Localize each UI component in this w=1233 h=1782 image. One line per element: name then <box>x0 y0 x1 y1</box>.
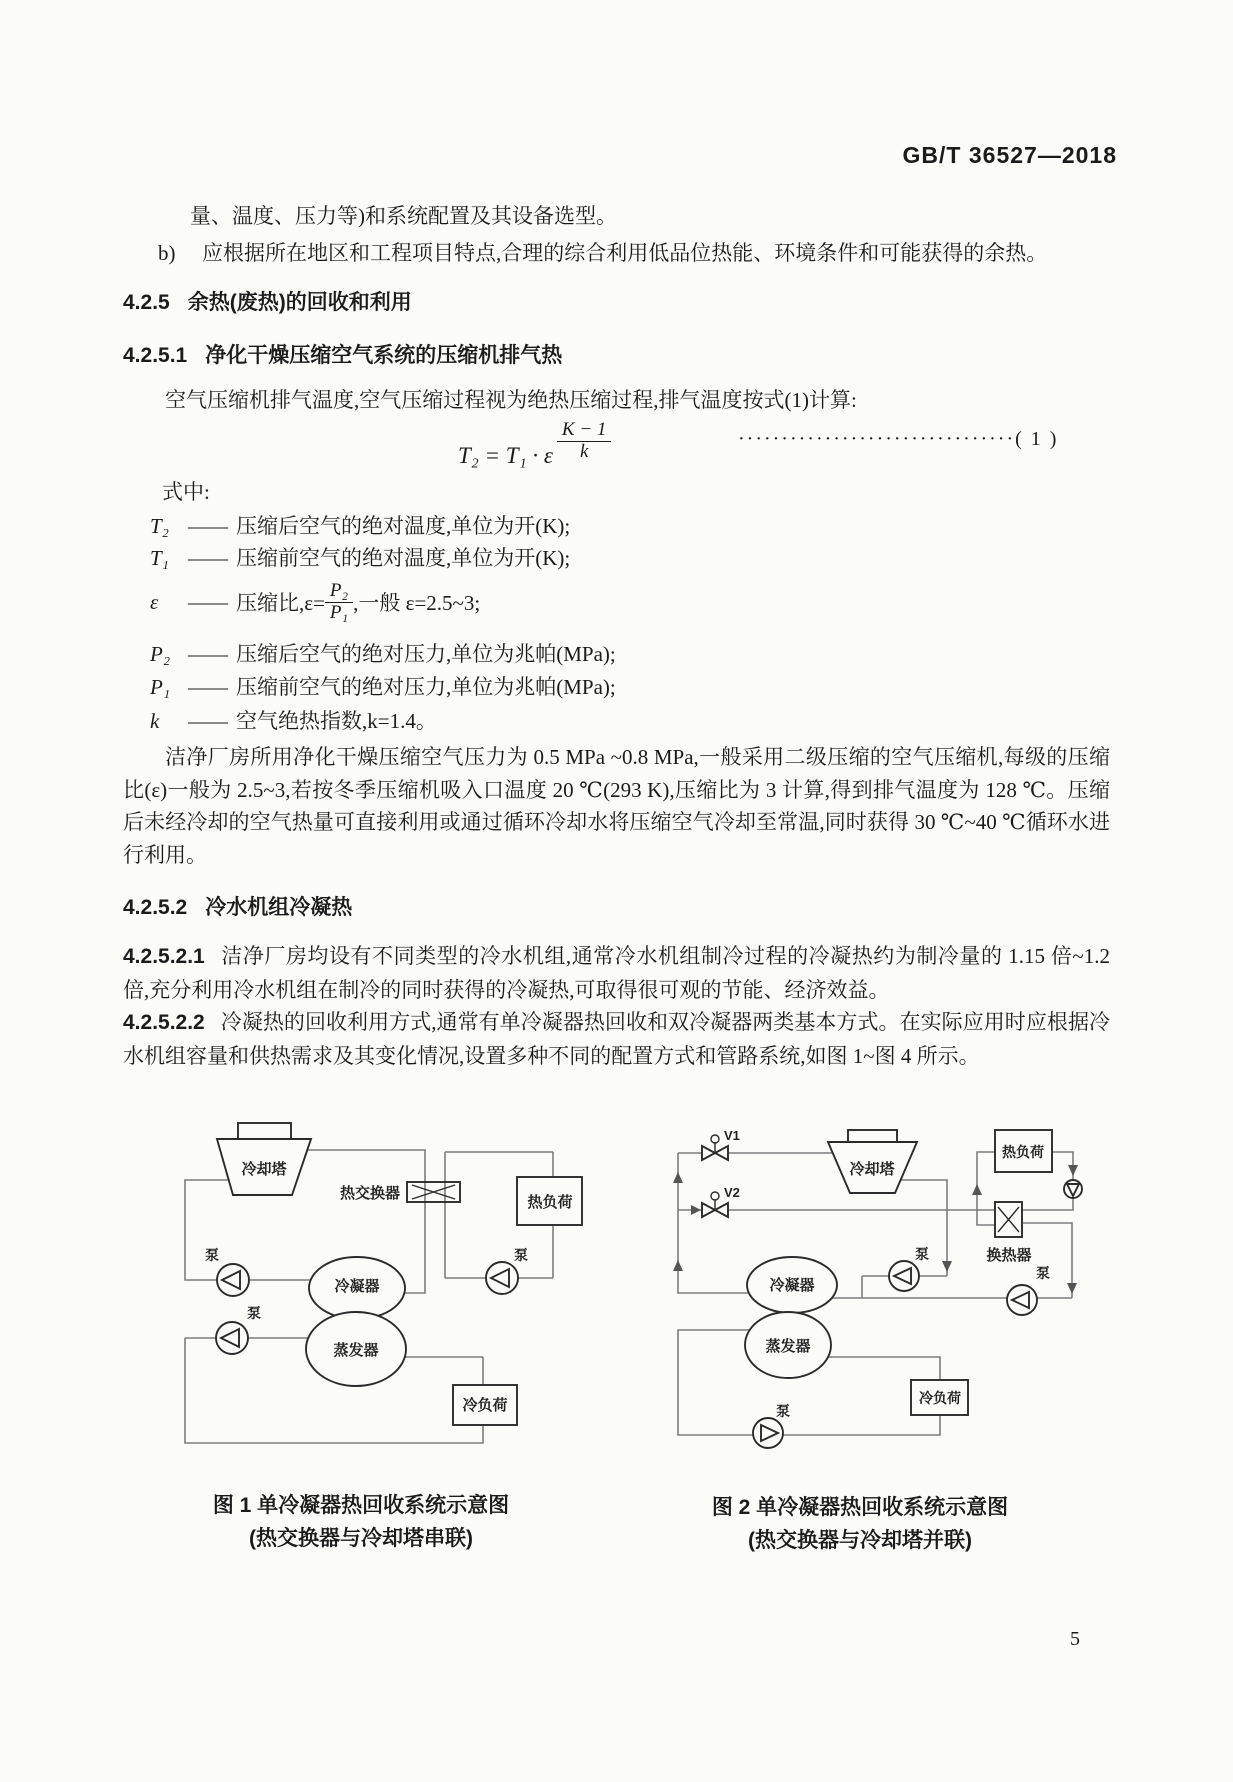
definition-text-pre: 压缩比,ε= <box>236 591 325 615</box>
condenser-label: 冷凝器 <box>334 1278 380 1295</box>
definition-dash: —— <box>188 642 226 666</box>
heat-load-box <box>995 1130 1052 1172</box>
definition-dash: —— <box>188 546 226 570</box>
figure2-caption-subtitle: (热交换器与冷却塔并联) <box>748 1529 972 1552</box>
evaporator-label: 蒸发器 <box>333 1342 379 1359</box>
page-header: GB/T 36527—2018 <box>902 142 1117 168</box>
pump-label: 泵 <box>915 1246 929 1262</box>
definition-dash: —— <box>188 514 226 538</box>
definition-text: 压缩后空气的绝对压力,单位为兆帕(MPa); <box>236 642 616 666</box>
definition-text: 压缩后空气的绝对温度,单位为开(K); <box>236 514 571 538</box>
section-number: 4.2.5.2 <box>123 896 188 919</box>
definition-row-t1 <box>150 542 570 572</box>
section-heading-4-2-5-2 <box>123 891 352 921</box>
cold-load-box <box>453 1385 517 1425</box>
fraction-numerator: K − 1 <box>557 420 612 442</box>
pump-icon <box>889 1246 929 1291</box>
definition-text: 压缩前空气的绝对温度,单位为开(K); <box>236 546 571 570</box>
pressure-ratio-fraction <box>325 581 353 624</box>
valve-v2-label: V2 <box>724 1185 740 1200</box>
clause-text: 洁净厂房均设有不同类型的冷水机组,通常冷水机组制冷过程的冷凝热约为制冷量的 1.15 倍~1.2 倍,充分利用冷水机组在制冷的同时获得的冷凝热,可取得很可观的节能、经济效益。 <box>123 944 1110 1002</box>
clause-text: 冷凝热的回收利用方式,通常有单冷凝器热回收和双冷凝器两类基本方式。在实际应用时应根据冷水机组容量和供热需求及其变化情况,设置多种不同的配置方式和管路系统,如图 1~图 4 所示。 <box>123 1010 1110 1068</box>
symbol-p2: P₂ <box>150 642 171 666</box>
equation-dot-leader <box>738 428 1058 451</box>
section-number: 4.2.5 <box>123 291 170 314</box>
cooling-tower-label: 冷却塔 <box>241 1161 287 1178</box>
cooling-tower <box>217 1123 311 1195</box>
pump-label: 泵 <box>205 1247 219 1263</box>
page-number: 5 <box>1070 1628 1080 1650</box>
list-item-b-text: 应根据所在地区和工程项目特点,合理的综合利用低品位热能、环境条件和可能获得的余热。 <box>202 241 1048 265</box>
symbol-epsilon: ε <box>150 589 159 614</box>
symbol-t1: T₁ <box>150 546 169 570</box>
cold-load-label: 冷负荷 <box>462 1397 508 1414</box>
list-item-b-marker: b) <box>158 241 176 265</box>
definition-row-k <box>150 705 437 735</box>
heat-load-box <box>517 1177 582 1225</box>
symbol-t2: T₂ <box>150 514 169 538</box>
definition-row-p1 <box>150 671 616 701</box>
equation-exponent-fraction <box>557 420 612 463</box>
equation-1 <box>458 420 611 469</box>
clause-4-2-5-2-2 <box>123 1006 1110 1072</box>
dots: ································ <box>738 428 1016 450</box>
where-label: 式中: <box>162 480 210 504</box>
heat-load-label: 热负荷 <box>1002 1144 1044 1160</box>
fraction-denominator: P₁ <box>329 601 349 623</box>
pump-label: 泵 <box>247 1305 261 1321</box>
valve-v1-label: V1 <box>724 1128 740 1143</box>
condenser-label: 冷凝器 <box>769 1277 815 1294</box>
definition-dash: —— <box>188 675 226 699</box>
figure2-diagram <box>640 1115 1110 1465</box>
equation-number: ( 1 ) <box>1015 428 1059 450</box>
formula-intro-text: 空气压缩机排气温度,空气压缩过程视为绝热压缩过程,排气温度按式(1)计算: <box>165 388 857 412</box>
pump-icon <box>205 1247 249 1296</box>
clause-number: 4.2.5.2.2 <box>123 1011 205 1034</box>
definition-dash: —— <box>188 589 226 614</box>
small-pump-icon <box>1064 1180 1082 1198</box>
figure2-caption-title: 图 2 单冷凝器热回收系统示意图 <box>711 1496 1009 1519</box>
pump-icon <box>753 1403 790 1448</box>
section-heading-4-2-5 <box>123 286 412 316</box>
heat-exchanger <box>986 1202 1031 1264</box>
evaporator-label: 蒸发器 <box>765 1338 811 1355</box>
figure1-diagram <box>150 1115 605 1465</box>
symbol-p1: P₁ <box>150 675 171 699</box>
definition-row-epsilon <box>150 577 480 627</box>
section-heading-4-2-5-1 <box>123 339 562 369</box>
figure1-caption-title: 图 1 单冷凝器热回收系统示意图 <box>212 1494 510 1517</box>
clause-number: 4.2.5.2.1 <box>123 945 205 968</box>
definition-dash: —— <box>188 709 226 733</box>
section-title: 冷水机组冷凝热 <box>205 896 353 919</box>
list-item-a-continuation: 量、温度、压力等)和系统配置及其设备选型。 <box>190 204 617 228</box>
figure1-caption-subtitle: (热交换器与冷却塔串联) <box>249 1527 473 1550</box>
clause-4-2-5-2-1 <box>123 940 1110 1006</box>
valve-v2 <box>702 1185 740 1217</box>
heat-exchanger <box>340 1182 460 1202</box>
cold-load-label: 冷负荷 <box>919 1390 961 1406</box>
fraction-numerator: P₂ <box>325 581 353 603</box>
cold-load-box <box>911 1380 968 1415</box>
cooling-tower-label: 冷却塔 <box>849 1161 895 1178</box>
heat-load-label: 热负荷 <box>527 1194 573 1211</box>
definition-row-p2 <box>150 638 616 668</box>
definition-text-post: ,一般 ε=2.5~3; <box>353 591 481 615</box>
pump-icon <box>486 1247 528 1294</box>
pump-label: 泵 <box>1036 1265 1050 1281</box>
section-title: 净化干燥压缩空气系统的压缩机排气热 <box>205 344 563 367</box>
pump-label: 泵 <box>776 1403 790 1419</box>
fraction-denominator: k <box>579 440 589 462</box>
section-number: 4.2.5.1 <box>123 344 188 367</box>
symbol-k: k <box>150 709 160 733</box>
heat-exchanger-label: 热交换器 <box>339 1185 400 1202</box>
cooling-tower <box>828 1130 917 1193</box>
pump-label: 泵 <box>514 1247 528 1263</box>
pump-icon <box>1007 1265 1050 1315</box>
definition-text: 压缩前空气的绝对压力,单位为兆帕(MPa); <box>236 675 616 699</box>
valve-v1 <box>702 1128 740 1160</box>
section-title: 余热(废热)的回收和利用 <box>187 291 412 314</box>
pump-icon <box>216 1305 261 1354</box>
heat-exchanger-label: 换热器 <box>986 1247 1032 1264</box>
clause-4-2-5-1-paragraph: 洁净厂房所用净化干燥压缩空气压力为 0.5 MPa ~0.8 MPa,一般采用二级压缩的空气压缩机,每级的压缩比(ε)一般为 2.5~3,若按冬季压缩机吸入口温度 20 ℃(293 K),压缩比为 3 计算,得到排气温度为 128 ℃。压缩后未经冷却的空气热量可直接利用或通过循环冷却水将压缩空气冷却至常温,同时获得 30 ℃~40 ℃循环水进行利用。 <box>123 745 1110 867</box>
equation-lhs: T₂ = T₁ · ε <box>458 442 553 468</box>
definition-row-t2 <box>150 510 570 540</box>
definition-text: 空气绝热指数,k=1.4。 <box>236 709 437 733</box>
